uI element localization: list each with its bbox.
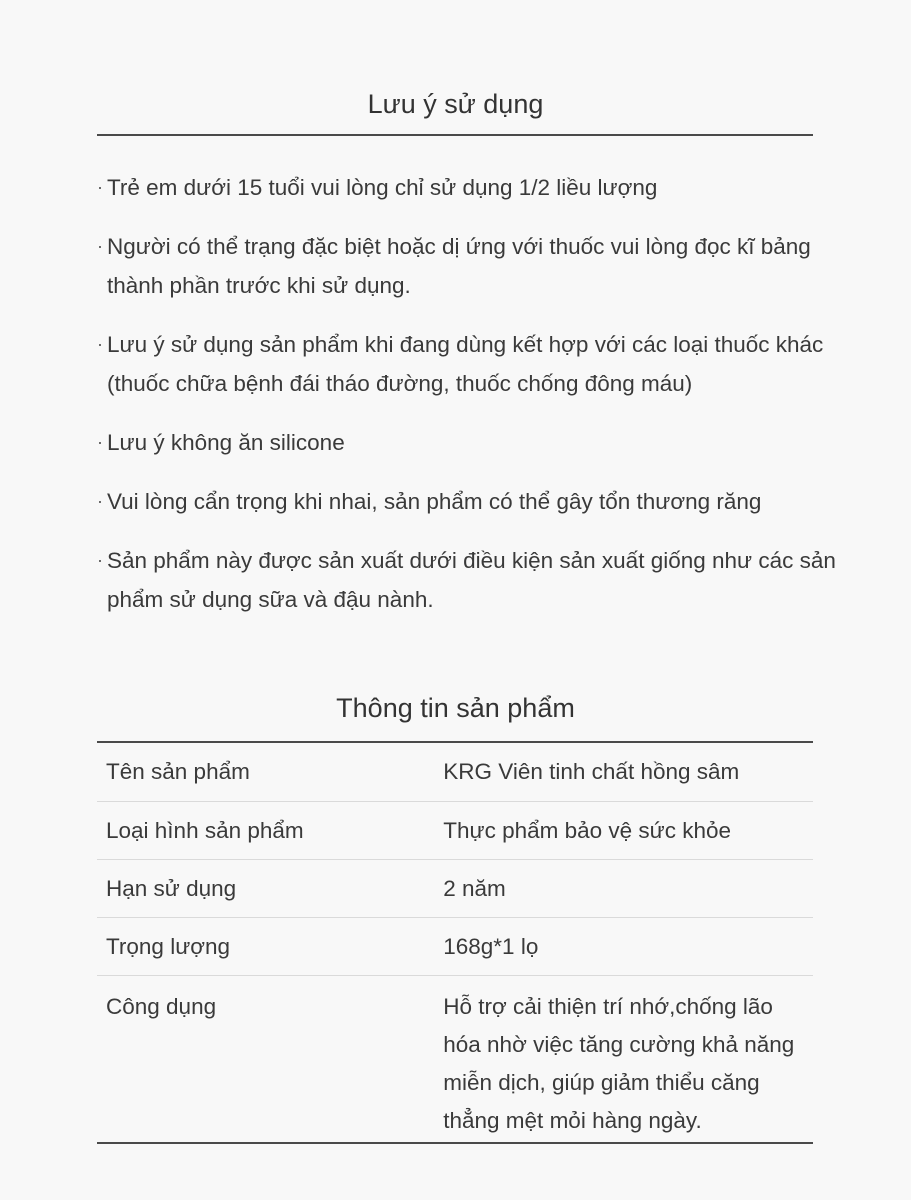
row-value: Thực phẩm bảo vệ sức khỏe [443, 817, 732, 843]
usage-note-text: Vui lòng cẩn trọng khi nhai, sản phẩm có thể gây tổn thương răng [107, 489, 762, 514]
usage-notes-divider [97, 134, 813, 136]
row-value: KRG Viên tinh chất hồng sâm [443, 759, 740, 784]
usage-note-text: Lưu ý sử dụng sản phẩm khi đang dùng kết hợp với các loại thuốc khác (thuốc chữa bệnh đái tháo đường, thuốc chống đông máu) [107, 332, 824, 396]
usage-note-text: Trẻ em dưới 15 tuổi vui lòng chỉ sử dụng 1/2 liều lượng [107, 175, 658, 200]
table-row [97, 859, 813, 917]
product-info-table [97, 743, 813, 1144]
row-value: 168g*1 lọ [443, 933, 539, 959]
row-label: Loại hình sản phẩm [106, 817, 304, 843]
usage-note-text: Người có thể trạng đặc biệt hoặc dị ứng với thuốc vui lòng đọc kĩ bảng thành phần trước khi sử dụng. [107, 234, 811, 298]
usage-note-item [97, 227, 837, 305]
product-info-title: Thông tin sản phẩm [336, 693, 575, 723]
usage-note-item [97, 325, 837, 403]
table-row [97, 743, 813, 801]
row-label: Hạn sử dụng [106, 875, 237, 901]
usage-note-item [97, 482, 837, 521]
usage-note-text: Sản phẩm này được sản xuất dưới điều kiện sản xuất giống như các sản phẩm sử dụng sữa và đậu nành. [107, 548, 836, 612]
row-value: 2 năm [443, 875, 506, 901]
row-value: Hỗ trợ cải thiện trí nhớ,chống lão hóa nhờ việc tăng cường khả năng miễn dịch, giúp giảm thiểu căng thẳng mệt mỏi hàng ngày. [443, 993, 795, 1133]
usage-notes-list [97, 168, 837, 639]
table-row [97, 975, 813, 1143]
row-label: Trọng lượng [106, 933, 231, 959]
usage-notes-title: Lưu ý sử dụng [367, 89, 544, 119]
row-label: Công dụng [106, 993, 217, 1019]
row-label: Tên sản phẩm [106, 759, 250, 784]
usage-note-text: Lưu ý không ăn silicone [107, 430, 345, 455]
bullet-dot-icon: · [97, 177, 103, 197]
bullet-dot-icon: · [97, 432, 103, 452]
bullet-dot-icon: · [97, 334, 103, 354]
bullet-dot-icon: · [97, 550, 103, 570]
table-row [97, 801, 813, 859]
usage-note-item [97, 423, 837, 462]
bullet-dot-icon: · [97, 236, 103, 256]
usage-note-item [97, 168, 837, 207]
bullet-dot-icon: · [97, 491, 103, 511]
table-row [97, 917, 813, 975]
usage-note-item [97, 541, 837, 619]
